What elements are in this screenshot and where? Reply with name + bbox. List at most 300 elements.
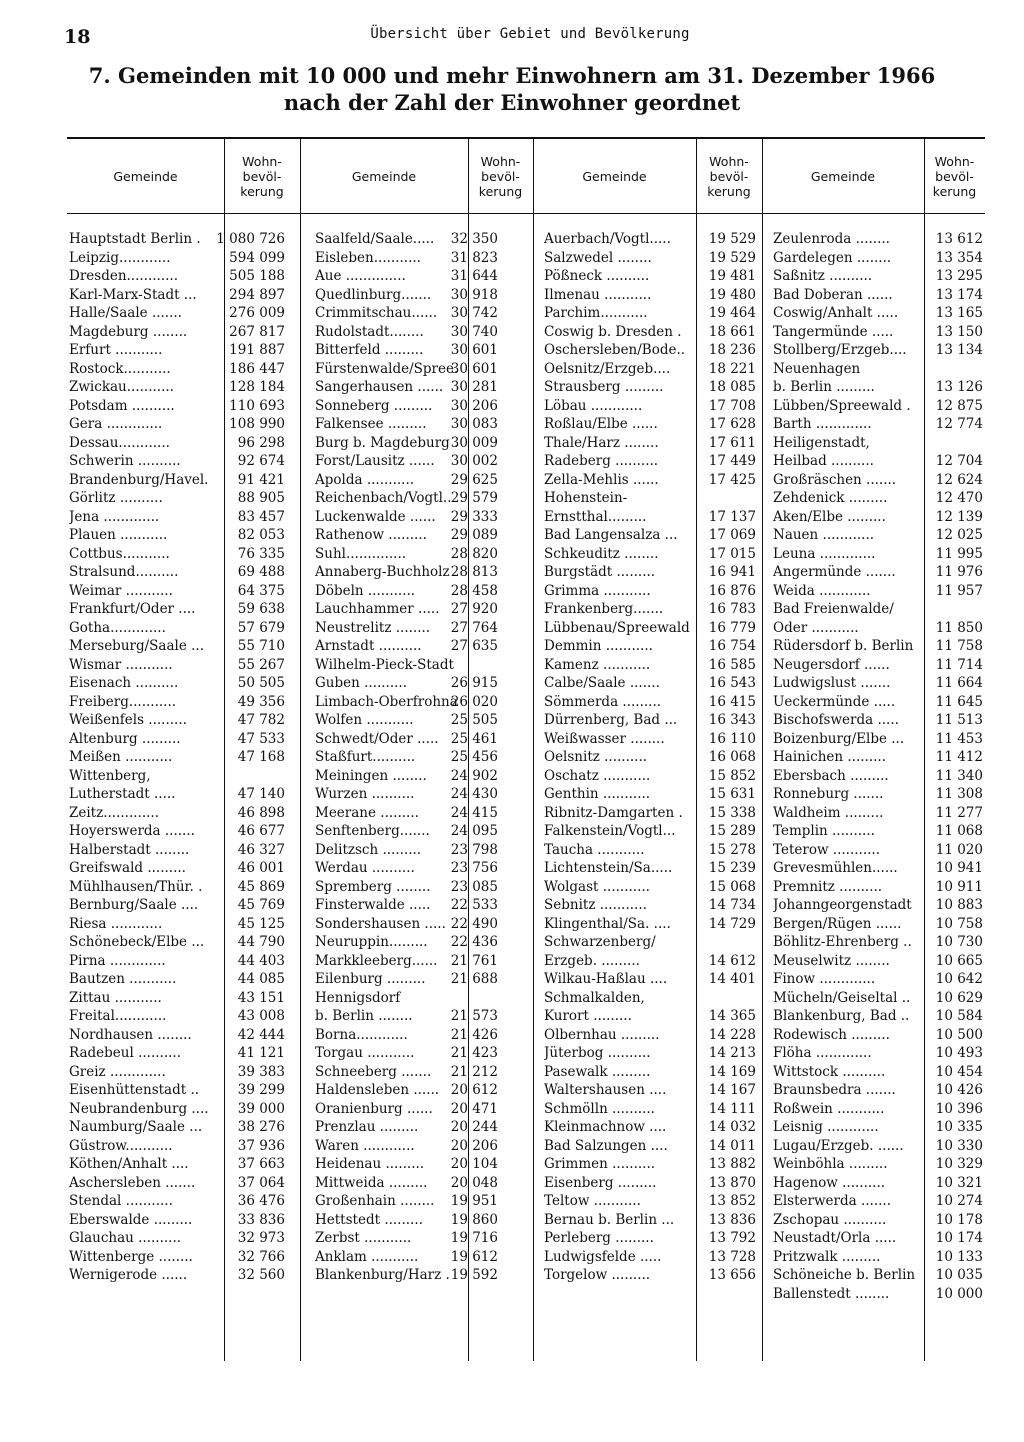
- population-value: 11 513: [935, 712, 983, 728]
- municipality-name: Oder ...........: [773, 619, 859, 636]
- population-value: 39 383: [237, 1063, 285, 1080]
- municipality-name: Neubrandenburg ....: [69, 1100, 209, 1117]
- table-title-line-2: nach der Zahl der Einwohner geordnet: [283, 90, 741, 115]
- municipality-name: Finsterwalde .....: [315, 897, 431, 913]
- table-row: [773, 1285, 983, 1304]
- population-value: 19 481: [708, 268, 756, 284]
- municipality-name: Ernstthal.........: [544, 508, 647, 525]
- population-value: 13 656: [708, 1267, 756, 1283]
- population-value: 20 206: [450, 1137, 498, 1154]
- municipality-name: Ludwigsfelde .....: [544, 1248, 662, 1265]
- population-value: 26 020: [450, 693, 498, 710]
- municipality-name: Zehdenick .........: [773, 490, 888, 506]
- municipality-name: Freiberg...........: [69, 693, 177, 710]
- municipality-name: Torgau ...........: [315, 1045, 415, 1061]
- population-value: 14 011: [708, 1137, 756, 1154]
- table-row: [544, 637, 756, 656]
- population-value: 20 612: [450, 1082, 498, 1098]
- municipality-name: Wolgast ...........: [544, 878, 650, 895]
- table-row: [315, 711, 498, 730]
- table-row: [544, 748, 756, 767]
- population-value: 96 298: [237, 434, 285, 451]
- municipality-name: Saßnitz ..........: [773, 268, 873, 284]
- table-row: [69, 748, 285, 767]
- municipality-name: Frankfurt/Oder ....: [69, 601, 196, 617]
- municipality-name: Güstrow...........: [69, 1137, 173, 1154]
- table-row: [773, 1137, 983, 1156]
- table-row: [544, 1248, 756, 1267]
- population-value: 23 798: [450, 841, 498, 858]
- population-value: 30 009: [450, 434, 498, 451]
- population-value: 10 454: [935, 1063, 983, 1080]
- population-value: 83 457: [237, 508, 285, 525]
- municipality-name: Suhl..............: [315, 545, 407, 562]
- table-row: [69, 1211, 285, 1230]
- table-row: [773, 582, 983, 601]
- table-row: [69, 415, 285, 434]
- municipality-name: Nordhausen ........: [69, 1026, 192, 1043]
- municipality-name: Finow .............: [773, 971, 876, 987]
- population-value: 13 174: [935, 286, 983, 303]
- table-row: [69, 1266, 285, 1285]
- municipality-name: Coswig b. Dresden .: [544, 323, 682, 340]
- table-row: [315, 656, 498, 675]
- municipality-name: Weimar ...........: [69, 582, 173, 599]
- municipality-name: Schneeberg .......: [315, 1063, 432, 1080]
- header-bevoel: bevöl-: [481, 168, 520, 184]
- population-value: 43 008: [237, 1008, 285, 1024]
- municipality-name: Oschersleben/Bode..: [544, 342, 686, 358]
- municipality-name: Altenburg .........: [69, 730, 181, 747]
- table-row: [315, 952, 498, 971]
- table-row: [773, 1248, 983, 1267]
- population-value: 13 852: [708, 1193, 756, 1209]
- population-value: 14 729: [708, 915, 756, 932]
- table-row: [69, 304, 285, 323]
- table-title: [0, 62, 1024, 116]
- table-row: [69, 1081, 285, 1100]
- municipality-name: Weinböhla .........: [773, 1156, 888, 1172]
- population-value: 43 151: [237, 989, 285, 1006]
- population-value: 505 188: [229, 268, 285, 284]
- table-row: [69, 878, 285, 897]
- table-row: [544, 952, 756, 971]
- municipality-name: Plauen ...........: [69, 527, 168, 543]
- table-row: [773, 323, 983, 342]
- population-value: 11 412: [935, 749, 983, 765]
- population-value: 30 281: [450, 379, 498, 395]
- table-row: [69, 970, 285, 989]
- population-value: 26 915: [450, 675, 498, 691]
- table-row: [315, 1211, 498, 1230]
- municipality-name: Eisenberg .........: [544, 1174, 657, 1191]
- municipality-name: Weißenfels .........: [69, 712, 187, 728]
- municipality-name: Ueckermünde .....: [773, 693, 896, 710]
- municipality-name: Zerbst ...........: [315, 1230, 412, 1246]
- municipality-name: Freital............: [69, 1008, 167, 1024]
- table-row: [315, 730, 498, 749]
- municipality-name: b. Berlin ........: [315, 1008, 413, 1024]
- population-value: 47 140: [237, 786, 285, 802]
- population-value: 16 110: [708, 730, 756, 747]
- population-value: 45 869: [237, 878, 285, 895]
- column-divider: [300, 139, 301, 1361]
- municipality-name: Hennigsdorf: [315, 989, 401, 1006]
- table-row: [773, 1266, 983, 1285]
- municipality-name: Mittweida .........: [315, 1174, 428, 1191]
- municipality-name: Weißwasser ........: [544, 730, 665, 747]
- table-row: [773, 896, 983, 915]
- table-row: [69, 341, 285, 360]
- municipality-name: Pritzwalk .........: [773, 1248, 881, 1265]
- table-row: [544, 915, 756, 934]
- municipality-name: Wurzen ..........: [315, 786, 415, 802]
- municipality-name: Aken/Elbe .........: [773, 508, 886, 525]
- population-value: 12 470: [935, 490, 983, 506]
- table-row: [315, 1155, 498, 1174]
- municipality-name: Hainichen .........: [773, 749, 887, 765]
- population-value: 37 936: [237, 1137, 285, 1154]
- municipality-name: Mücheln/Geiseltal ..: [773, 989, 911, 1006]
- municipality-name: Schmalkalden,: [544, 989, 645, 1006]
- population-value: 14 169: [708, 1063, 756, 1080]
- population-value: 41 121: [237, 1045, 285, 1061]
- municipality-name: Gotha.............: [69, 619, 166, 636]
- population-value: 20 244: [450, 1119, 498, 1135]
- population-value: 30 601: [450, 360, 498, 377]
- population-value: 21 573: [450, 1008, 498, 1024]
- population-value: 24 430: [450, 786, 498, 802]
- population-value: 19 612: [450, 1248, 498, 1265]
- population-value: 17 015: [708, 545, 756, 562]
- table-row: [69, 711, 285, 730]
- municipality-name: Schkeuditz ........: [544, 545, 659, 562]
- table-row: [315, 1081, 498, 1100]
- population-value: 30 918: [450, 286, 498, 303]
- population-value: 30 083: [450, 416, 498, 432]
- municipality-name: Radeberg ..........: [544, 453, 659, 469]
- table-row: [69, 656, 285, 675]
- table-row: [773, 508, 983, 527]
- table-row: [315, 1100, 498, 1119]
- municipality-name: Jüterbog ..........: [544, 1045, 651, 1061]
- municipality-name: Coswig/Anhalt .....: [773, 305, 899, 321]
- municipality-name: Blankenburg/Harz .: [315, 1267, 450, 1283]
- municipality-name: Wilhelm-Pieck-Stadt: [315, 656, 454, 673]
- table-row: [315, 415, 498, 434]
- municipality-name: Auerbach/Vogtl.....: [544, 231, 671, 247]
- table-row: [69, 1229, 285, 1248]
- table-row: [315, 841, 498, 860]
- table-row: [544, 896, 756, 915]
- table-row: [773, 1174, 983, 1193]
- population-value: 25 505: [450, 712, 498, 728]
- table-row: [773, 767, 983, 786]
- population-value: 24 095: [450, 823, 498, 839]
- table-row: [315, 989, 498, 1008]
- table-row: [544, 619, 756, 638]
- municipality-name: Görlitz ..........: [69, 490, 163, 506]
- table-row: [544, 1155, 756, 1174]
- municipality-name: Pirna .............: [69, 952, 166, 969]
- municipality-name: Sonneberg .........: [315, 397, 433, 414]
- municipality-name: Oranienburg ......: [315, 1100, 433, 1117]
- table-row: [69, 952, 285, 971]
- municipality-name: Borna............: [315, 1026, 408, 1043]
- municipality-name: Templin ..........: [773, 823, 875, 839]
- population-value: 1 080 726: [216, 231, 285, 247]
- population-value: 19 529: [708, 231, 756, 247]
- population-value: 36 476: [237, 1193, 285, 1209]
- municipality-name: Salzwedel ........: [544, 249, 652, 266]
- municipality-name: Wittenberge ........: [69, 1248, 193, 1265]
- municipality-name: Schöneiche b. Berlin: [773, 1267, 916, 1283]
- table-row: [544, 471, 756, 490]
- table-row: [315, 822, 498, 841]
- table-row: [773, 304, 983, 323]
- table-row: [544, 656, 756, 675]
- table-row: [544, 545, 756, 564]
- municipality-name: Gera .............: [69, 416, 163, 432]
- population-value: 108 990: [229, 416, 285, 432]
- municipality-name: Sondershausen .....: [315, 915, 446, 932]
- municipality-name: Bernau b. Berlin ...: [544, 1211, 675, 1228]
- table-row: [544, 1211, 756, 1230]
- municipality-name: Rathenow .........: [315, 527, 427, 543]
- table-row: [315, 249, 498, 268]
- municipality-name: Teterow ...........: [773, 841, 880, 858]
- population-value: 46 001: [237, 860, 285, 876]
- table-row: [69, 619, 285, 638]
- table-row: [315, 286, 498, 305]
- table-row: [315, 526, 498, 545]
- municipality-name: Limbach-Oberfrohna: [315, 693, 458, 710]
- table-row: [773, 804, 983, 823]
- municipality-name: Zschopau ..........: [773, 1211, 887, 1228]
- population-value: 21 761: [450, 952, 498, 969]
- municipality-name: Sangerhausen ......: [315, 379, 444, 395]
- table-row: [315, 637, 498, 656]
- table-row: [773, 711, 983, 730]
- table-row: [69, 896, 285, 915]
- table-row: [69, 933, 285, 952]
- table-row: [315, 378, 498, 397]
- population-value: 15 852: [708, 767, 756, 784]
- municipality-name: Quedlinburg.......: [315, 286, 432, 303]
- population-value: 20 104: [450, 1156, 498, 1172]
- population-value: 15 289: [708, 823, 756, 839]
- population-value: 12 025: [935, 527, 983, 543]
- municipality-name: Stollberg/Erzgeb....: [773, 342, 907, 358]
- population-value: 19 480: [708, 286, 756, 303]
- municipality-name: Waldheim .........: [773, 804, 884, 821]
- population-value: 20 048: [450, 1174, 498, 1191]
- population-value: 45 769: [237, 897, 285, 913]
- table-row: [544, 360, 756, 379]
- header-wohn: Wohn-: [480, 153, 521, 169]
- population-value: 21 688: [450, 971, 498, 987]
- population-value: 11 957: [935, 582, 983, 599]
- table-row: [69, 1248, 285, 1267]
- population-value: 45 125: [237, 915, 285, 932]
- municipality-name: Stralsund..........: [69, 564, 179, 580]
- table-row: [773, 397, 983, 416]
- population-value: 14 213: [708, 1045, 756, 1061]
- table-row: [773, 545, 983, 564]
- municipality-name: Dürrenberg, Bad ...: [544, 712, 678, 728]
- table-row: [69, 526, 285, 545]
- table-row: [69, 1192, 285, 1211]
- population-value: 13 150: [935, 323, 983, 340]
- population-value: 55 267: [237, 656, 285, 673]
- municipality-name: Neuruppin.........: [315, 934, 428, 950]
- header-wohn: Wohn-: [709, 153, 749, 169]
- municipality-name: Klingenthal/Sa. ....: [544, 915, 671, 932]
- population-value: 17 137: [708, 508, 756, 525]
- table-row: [69, 1063, 285, 1082]
- table-row: [315, 1137, 498, 1156]
- municipality-name: Neustadt/Orla .....: [773, 1230, 897, 1246]
- table-row: [69, 249, 285, 268]
- table-row: [315, 767, 498, 786]
- table-row: [544, 563, 756, 582]
- table-row: [315, 1266, 498, 1285]
- municipality-name: Waren ............: [315, 1137, 415, 1154]
- header-population-3: [696, 139, 762, 213]
- municipality-name: Magdeburg ........: [69, 323, 188, 340]
- population-value: 24 902: [450, 767, 498, 784]
- population-value: 47 533: [237, 730, 285, 747]
- table-column-3: [544, 230, 756, 1285]
- table-row: [773, 1044, 983, 1063]
- municipality-name: Sömmerda .........: [544, 693, 662, 710]
- population-value: 10 758: [935, 915, 983, 932]
- table-row: [773, 378, 983, 397]
- municipality-name: Löbau ............: [544, 397, 643, 414]
- table-row: [69, 841, 285, 860]
- table-row: [315, 915, 498, 934]
- municipality-name: Delitzsch .........: [315, 841, 422, 858]
- municipality-name: Sebnitz ...........: [544, 897, 647, 913]
- municipality-name: Mühlhausen/Thür. .: [69, 878, 203, 895]
- population-value: 30 206: [450, 397, 498, 414]
- table-row: [544, 1044, 756, 1063]
- population-value: 14 734: [708, 897, 756, 913]
- municipality-name: Ebersbach .........: [773, 767, 889, 784]
- population-value: 16 415: [708, 693, 756, 710]
- table-row: [544, 1026, 756, 1045]
- municipality-name: Hoyerswerda .......: [69, 823, 195, 839]
- table-row: [315, 933, 498, 952]
- population-value: 28 458: [450, 582, 498, 599]
- population-value: 32 560: [237, 1267, 285, 1283]
- population-value: 46 898: [237, 804, 285, 821]
- municipality-name: Falkensee .........: [315, 416, 427, 432]
- municipality-name: b. Berlin .........: [773, 379, 875, 395]
- municipality-name: Halberstadt ........: [69, 841, 190, 858]
- table-row: [544, 230, 756, 249]
- population-value: 14 167: [708, 1082, 756, 1098]
- table-row: [544, 1081, 756, 1100]
- population-value: 22 436: [450, 934, 498, 950]
- table-row: [544, 804, 756, 823]
- population-value: 30 601: [450, 342, 498, 358]
- population-value: 28 813: [450, 564, 498, 580]
- population-value: 82 053: [237, 527, 285, 543]
- population-value: 21 426: [450, 1026, 498, 1043]
- population-value: 64 375: [237, 582, 285, 599]
- municipality-name: Gardelegen ........: [773, 249, 892, 266]
- population-value: 30 740: [450, 323, 498, 340]
- table-row: [69, 859, 285, 878]
- table-row: [69, 582, 285, 601]
- header-kerung: kerung: [478, 183, 523, 199]
- table-row: [315, 267, 498, 286]
- table-row: [544, 933, 756, 952]
- municipality-name: Naumburg/Saale ...: [69, 1119, 203, 1135]
- population-value: 42 444: [237, 1026, 285, 1043]
- municipality-name: Bad Freienwalde/: [773, 601, 894, 617]
- municipality-name: Barth .............: [773, 416, 872, 432]
- table-row: [773, 785, 983, 804]
- municipality-name: Zwickau...........: [69, 379, 174, 395]
- population-value: 11 976: [935, 564, 983, 580]
- municipality-name: Teltow ...........: [544, 1193, 641, 1209]
- population-value: 31 644: [450, 268, 498, 284]
- municipality-name: Zittau ...........: [69, 989, 162, 1006]
- population-value: 191 887: [229, 342, 285, 358]
- table-row: [544, 397, 756, 416]
- municipality-name: Elsterwerda .......: [773, 1193, 891, 1209]
- table-row: [544, 378, 756, 397]
- header-gemeinde-3: Gemeinde: [582, 168, 647, 184]
- municipality-name: Lugau/Erzgeb. ......: [773, 1137, 904, 1154]
- table-row: [544, 970, 756, 989]
- population-value: 11 277: [935, 804, 983, 821]
- population-value: 31 823: [450, 249, 498, 266]
- population-value: 11 714: [935, 656, 983, 673]
- municipality-name: Wittstock ..........: [773, 1063, 886, 1080]
- table-row: [544, 785, 756, 804]
- municipality-name: Perleberg .........: [544, 1230, 654, 1246]
- municipality-name: Zeitz.............: [69, 804, 160, 821]
- population-value: 10 335: [935, 1119, 983, 1135]
- population-value: 19 592: [450, 1267, 498, 1283]
- population-value: 10 174: [935, 1230, 983, 1246]
- municipality-name: Bad Langensalza ...: [544, 527, 678, 543]
- table-row: [69, 1044, 285, 1063]
- header-wohn: Wohn-: [242, 153, 282, 169]
- table-row: [773, 249, 983, 268]
- table-row: [69, 452, 285, 471]
- table-row: [69, 804, 285, 823]
- table-row: [315, 970, 498, 989]
- table-row: [315, 360, 498, 379]
- municipality-name: Großräschen .......: [773, 471, 897, 488]
- municipality-name: Merseburg/Saale ...: [69, 638, 204, 654]
- population-value: 11 995: [935, 545, 983, 562]
- population-value: 15 631: [708, 786, 756, 802]
- table-row: [69, 730, 285, 749]
- table-row: [315, 693, 498, 712]
- municipality-name: Luckenwalde ......: [315, 508, 436, 525]
- municipality-name: Olbernhau .........: [544, 1026, 660, 1043]
- municipality-name: Waltershausen ....: [544, 1082, 667, 1098]
- municipality-name: Lübbenau/Spreewald: [544, 619, 690, 636]
- population-value: 29 333: [450, 508, 498, 525]
- population-value: 29 089: [450, 527, 498, 543]
- municipality-name: Kamenz ...........: [544, 656, 651, 673]
